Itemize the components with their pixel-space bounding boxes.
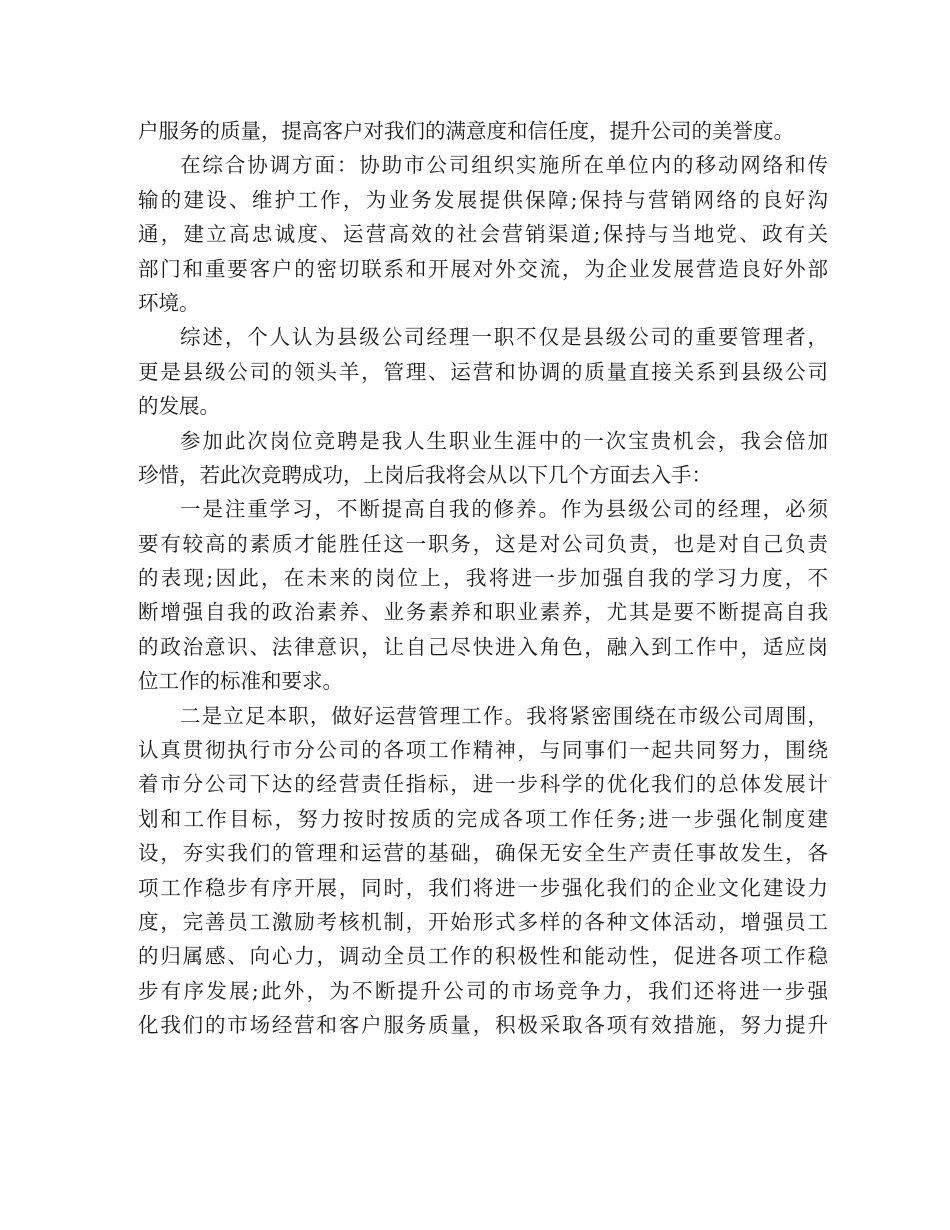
text-line: 输的建设、维护工作，为业务发展提供保障;保持与营销网络的良好沟 <box>138 187 828 212</box>
text-line: 二是立足本职，做好运营管理工作。我将紧密围绕在市级公司周围， <box>180 703 828 728</box>
text-line: 的发展。 <box>138 394 220 419</box>
text-line: 在综合协调方面：协助市公司组织实施所在单位内的移动网络和传 <box>180 153 828 178</box>
text-line: 项工作稳步有序开展，同时，我们将进一步强化我们的企业文化建设力 <box>138 875 828 900</box>
text-line: 的表现;因此，在未来的岗位上，我将进一步加强自我的学习力度，不 <box>138 566 828 591</box>
text-line: 综述，个人认为县级公司经理一职不仅是县级公司的重要管理者， <box>180 325 828 350</box>
text-line: 化我们的市场经营和客户服务质量，积极采取各项有效措施，努力提升 <box>138 1013 828 1038</box>
paragraph <box>138 114 828 148</box>
text-line: 着市分公司下达的经营责任指标，进一步科学的优化我们的总体发展计 <box>138 772 828 797</box>
document-body <box>138 114 828 1043</box>
text-line: 要有较高的素质才能胜任这一职务，这是对公司负责，也是对自己负责 <box>138 531 828 556</box>
text-line: 通，建立高忠诚度、运营高效的社会营销渠道;保持与当地党、政有关 <box>138 222 828 247</box>
text-line: 断增强自我的政治素养、业务素养和职业素养，尤其是要不断提高自我 <box>138 600 828 625</box>
text-line: 环境。 <box>138 290 200 315</box>
paragraph <box>138 320 828 423</box>
text-line: 的归属感、向心力，调动全员工作的积极性和能动性，促进各项工作稳 <box>138 944 828 969</box>
text-line: 的政治意识、法律意识，让自己尽快进入角色，融入到工作中，适应岗 <box>138 634 828 659</box>
text-line: 设，夯实我们的管理和运营的基础，确保无安全生产责任事故发生，各 <box>138 841 828 866</box>
paragraph <box>138 424 828 493</box>
text-line: 认真贯彻执行市分公司的各项工作精神，与同事们一起共同努力，围绕 <box>138 738 828 763</box>
text-line: 部门和重要客户的密切联系和开展对外交流，为企业发展营造良好外部 <box>138 256 828 281</box>
text-line: 度，完善员工激励考核机制，开始形式多样的各种文体活动，增强员工 <box>138 909 828 934</box>
text-line: 更是县级公司的领头羊，管理、运营和协调的质量直接关系到县级公司 <box>138 359 828 384</box>
text-line: 户服务的质量，提高客户对我们的满意度和信任度，提升公司的美誉度。 <box>138 119 794 143</box>
text-line: 划和工作目标，努力按时按质的完成各项工作任务;进一步强化制度建 <box>138 806 828 831</box>
text-line: 珍惜，若此次竞聘成功，上岗后我将会从以下几个方面去入手： <box>138 462 712 487</box>
paragraph <box>138 492 828 698</box>
paragraph <box>138 699 828 1043</box>
text-line: 一是注重学习，不断提高自我的修养。作为县级公司的经理，必须 <box>180 497 828 522</box>
text-line: 位工作的标准和要求。 <box>138 669 343 694</box>
paragraph <box>138 148 828 320</box>
text-line: 步有序发展;此外，为不断提升公司的市场竞争力，我们还将进一步强 <box>138 978 828 1003</box>
text-line: 参加此次岗位竞聘是我人生职业生涯中的一次宝贵机会，我会倍加 <box>180 428 828 453</box>
